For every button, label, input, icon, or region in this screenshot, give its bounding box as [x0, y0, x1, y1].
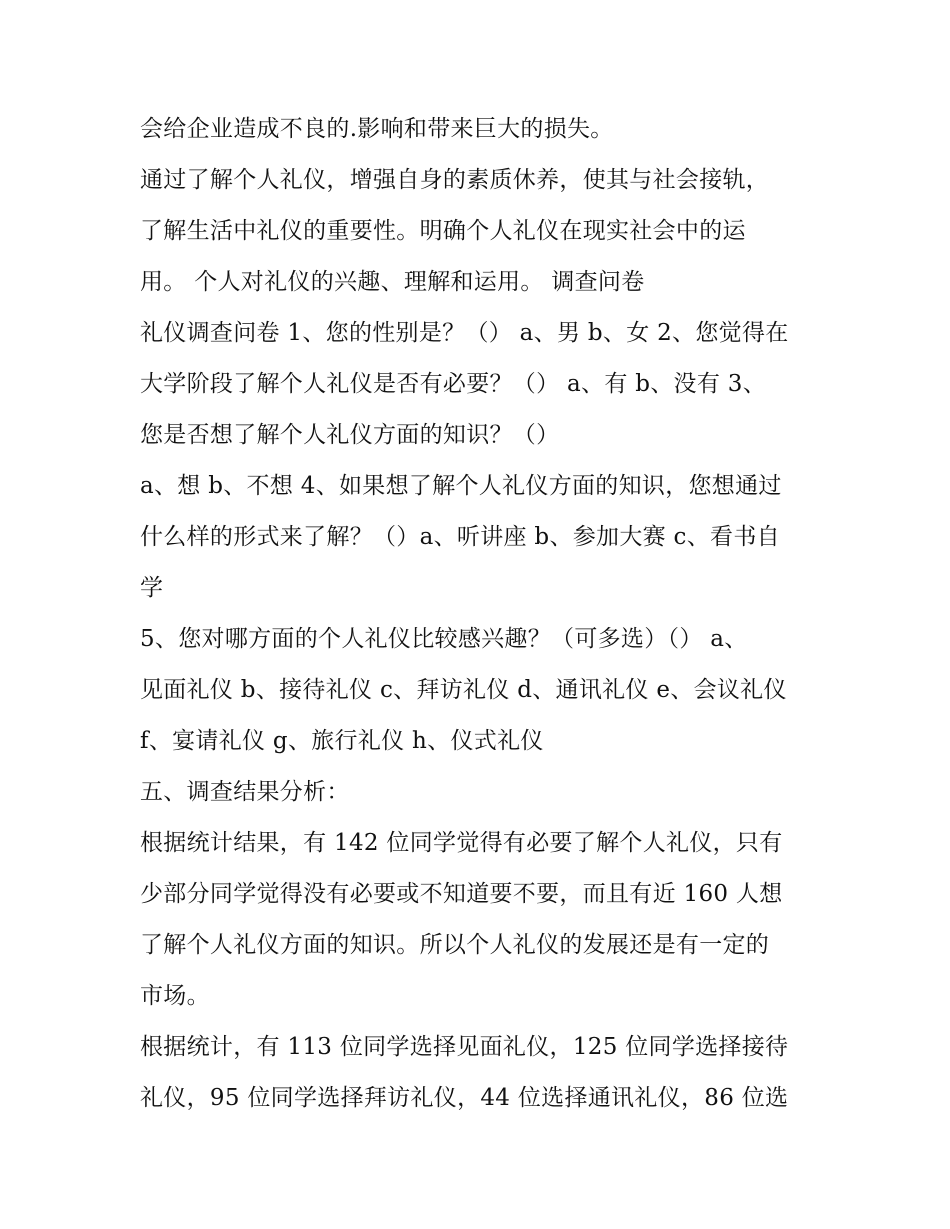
text-line: 根据统计，有 113 位同学选择见面礼仪，125 位同学选择接待 [140, 1034, 789, 1060]
text-line: f、宴请礼仪 g、旅行礼仪 h、仪式礼仪 [140, 728, 544, 754]
text-line: 礼仪调查问卷 1、您的性别是？（） a、男 b、女 2、您觉得在 [140, 320, 789, 346]
text-line: 根据统计结果，有 142 位同学觉得有必要了解个人礼仪，只有 [140, 830, 783, 856]
text-line: 了解个人礼仪方面的知识。所以个人礼仪的发展还是有一定的 [140, 932, 770, 958]
text-line: 市场。 [140, 983, 210, 1009]
section-heading: 五、调查结果分析： [140, 779, 350, 805]
text-line: a、想 b、不想 4、如果想了解个人礼仪方面的知识，您想通过 [140, 473, 782, 499]
text-line: 5、您对哪方面的个人礼仪比较感兴趣？（可多选）（） a、 [140, 626, 748, 652]
text-line: 大学阶段了解个人礼仪是否有必要？（） a、有 b、没有 3、 [140, 371, 767, 397]
text-line: 用。 个人对礼仪的兴趣、理解和运用。 调查问卷 [140, 269, 645, 295]
text-line: 少部分同学觉得没有必要或不知道要不要，而且有近 160 人想 [140, 881, 783, 907]
text-line: 学 [140, 575, 164, 601]
text-line: 通过了解个人礼仪，增强自身的素质休养，使其与社会接轨， [140, 167, 770, 193]
text-line: 礼仪，95 位同学选择拜访礼仪，44 位选择通讯礼仪，86 位选 [140, 1085, 789, 1111]
text-line: 什么样的形式来了解？（）a、听讲座 b、参加大赛 c、看书自 [140, 524, 780, 550]
text-line: 会给企业造成不良的.影响和带来巨大的损失。 [140, 116, 614, 142]
text-line: 了解生活中礼仪的重要性。明确个人礼仪在现实社会中的运 [140, 218, 746, 244]
text-line: 您是否想了解个人礼仪方面的知识？（） [140, 422, 560, 448]
text-line: 见面礼仪 b、接待礼仪 c、拜访礼仪 d、通讯礼仪 e、会议礼仪 [140, 677, 787, 703]
